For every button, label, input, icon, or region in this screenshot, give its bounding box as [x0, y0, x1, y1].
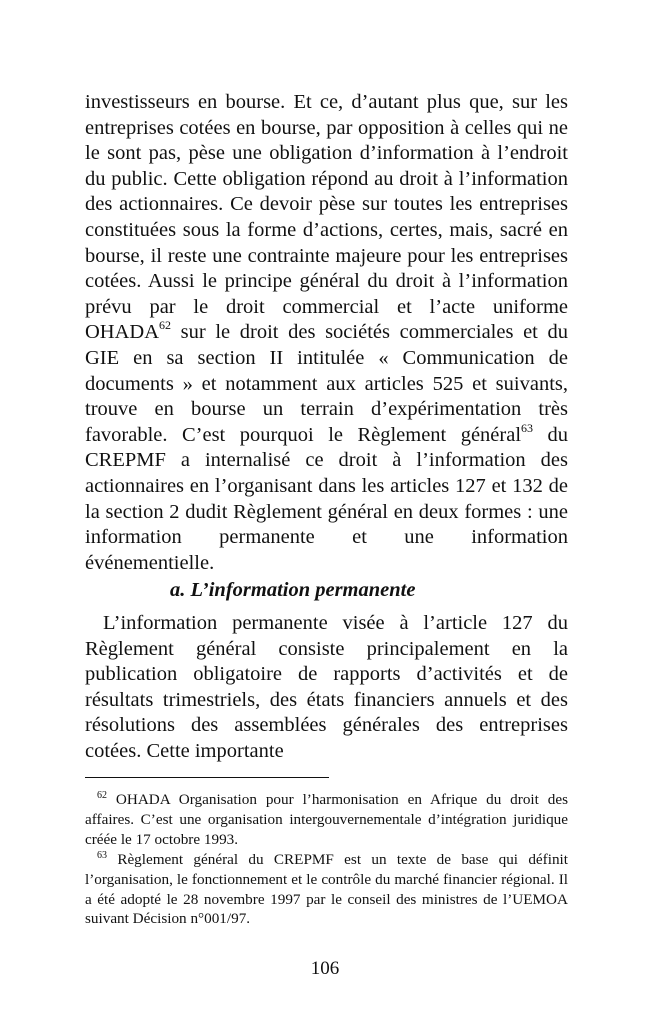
footnote-number: 63 [97, 850, 107, 861]
paragraph-text-segment: du CREPMF a internalisé ce droit à l’information des actionnaires en l’organisant dans les articles 127 et 132 de la section 2 dudit Règlement général en deux formes : une information permanente et une information événementielle. [85, 423, 568, 574]
footnote-number: 62 [97, 790, 107, 801]
footnote-reference-63[interactable]: 63 [521, 420, 534, 435]
footnote-separator [85, 777, 329, 778]
section-heading: a. L’information permanente [170, 579, 416, 601]
footnote-text: OHADA Organisation pour l’harmonisation en Afrique du droit des affaires. C’est une organisation intergouvernementale d’intégration juridique créée le 17 octobre 1993. [85, 791, 569, 848]
footnote-reference-62[interactable]: 62 [159, 318, 172, 333]
footnote-63 [85, 850, 568, 929]
paragraph-text-segment: sur le droit des sociétés commerciales et du GIE en sa section II intitulée « Communication de documents » et notamment aux articles 525 et suivants, trouve en bourse un terrain d’expérimentation très favorable. C’est pourquoi le Règlement général [85, 321, 568, 446]
footnote-text: Règlement général du CREPMF est un texte de base qui définit l’organisation, le fonctionnement et le contrôle du marché financier régional. Il a été adopté le 28 novembre 1997 par le conseil des ministres de l’UEMOA suivant Décision n°001/97. [85, 851, 568, 928]
body-paragraph-1 [85, 90, 568, 576]
footnote-62 [85, 790, 568, 849]
page-number: 106 [310, 958, 340, 979]
body-paragraph-2: L’information permanente visée à l’article 127 du Règlement général consiste principalement en la publication obligatoire de rapports d’activités et de résultats trimestriels, des états financiers annuels et des résolutions des assemblées générales des entreprises cotées. Cette importante [85, 612, 568, 762]
paragraph-text-segment: investisseurs en bourse. Et ce, d’autant plus que, sur les entreprises cotées en bourse, par opposition à celles qui ne le sont pas, pèse une obligation d’information à l’endroit du public. Cette obligation répond au droit à l’information des actionnaires. Ce devoir pèse sur toutes les entreprises constituées sous la forme d’actions, certes, mais, sacré en bourse, il reste une contrainte majeure pour les entreprises cotées. Aussi le principe général du droit à l’information prévu par le droit commercial et l’acte uniforme OHADA [85, 91, 568, 344]
